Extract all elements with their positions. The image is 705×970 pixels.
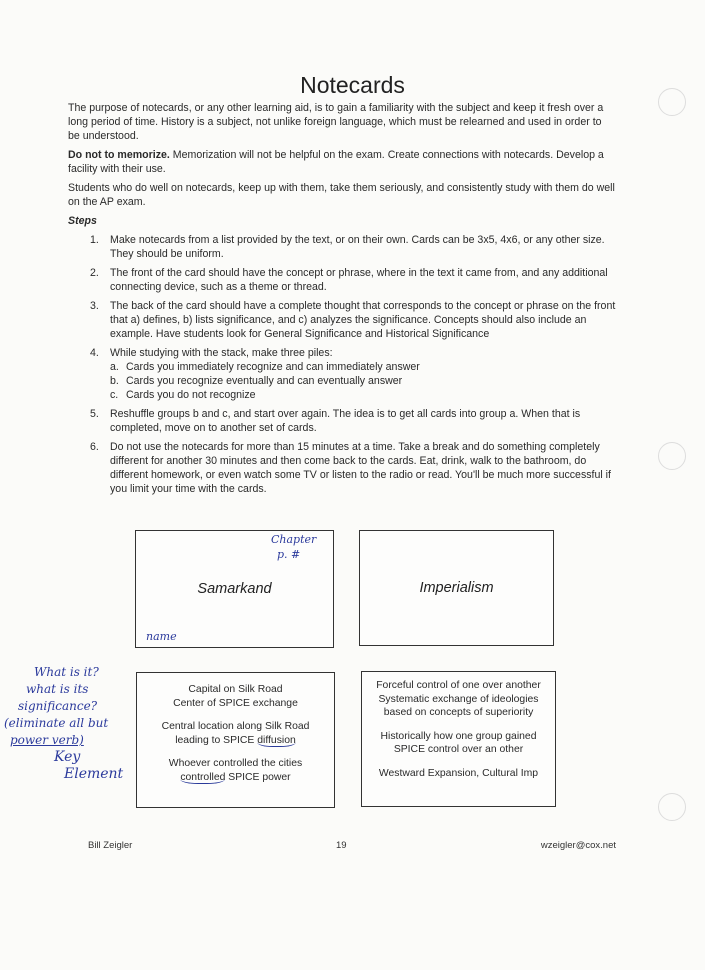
handwritten-margin-note <box>4 664 132 783</box>
card-line: leading to SPICE <box>175 734 258 746</box>
step-4 <box>90 346 616 402</box>
card-line: based on concepts of superiority <box>383 707 534 718</box>
step-text: Reshuffle groups b and c, and start over again. The idea is to get all cards into group a. When that is completed, move on to another set of cards. <box>110 408 581 434</box>
pile-text: Cards you immediately recognize and can immediately answer <box>126 361 420 373</box>
card-back-samarkand <box>136 672 335 808</box>
significance <box>362 730 555 757</box>
pile-letter: b. <box>110 375 119 387</box>
pile-b <box>110 374 616 388</box>
significance <box>137 720 334 747</box>
step-2 <box>90 266 616 294</box>
memorize-bold: Do not to memorize. <box>68 149 170 161</box>
step-6 <box>90 440 616 496</box>
footer-email: wzeigler@cox.net <box>540 840 616 851</box>
handwritten-chapter: Chapter <box>271 533 317 546</box>
card-line: Forceful control of one over another <box>376 680 541 691</box>
note-line: (eliminate all but <box>4 716 109 730</box>
note-line: What is it? <box>34 665 99 679</box>
underlined-word: controlled <box>180 771 226 783</box>
intro-paragraph: The purpose of notecards, or any other learning aid, is to gain a familiarity with the subject and keep it fresh over a long period of time. History is a subject, not unlike foreign language, which must be relearned and used in order to be understood. <box>68 102 604 142</box>
step-3 <box>90 299 616 341</box>
step-1 <box>90 233 616 261</box>
step-text: The front of the card should have the concept or phrase, where in the text it came from, and any additional connecting device, such as a theme or thread. <box>110 267 608 293</box>
card-term: Samarkand <box>197 581 272 597</box>
card-back-imperialism <box>361 671 556 807</box>
card-line: Systematic exchange of ideologies <box>378 693 539 705</box>
step-number: 1. <box>90 234 99 246</box>
note-line <box>4 732 132 749</box>
note-key: Key <box>54 749 81 765</box>
card-line: Westward Expansion, Cultural Imp <box>378 767 539 779</box>
card-line: Historically how one group gained <box>380 730 537 742</box>
card-line: SPICE control over an other <box>393 744 524 755</box>
definition <box>137 683 334 710</box>
pile-letter: c. <box>110 389 119 401</box>
card-front-samarkand <box>135 530 334 648</box>
steps-list <box>90 233 616 496</box>
note-line: significance? <box>18 699 98 713</box>
handwritten-page: p. # <box>277 548 301 561</box>
card-line: Central location along Silk Road <box>161 721 310 732</box>
punch-hole <box>658 793 686 821</box>
underlined-word: diffusion <box>257 734 296 746</box>
handwritten-name: name <box>146 630 177 643</box>
card-line: Capital on Silk Road <box>188 684 283 695</box>
page-title: Notecards <box>300 72 405 98</box>
step-number: 4. <box>90 347 99 359</box>
note-line: what is its <box>26 682 89 696</box>
pile-text: Cards you do not recognize <box>126 389 256 401</box>
step-text: Make notecards from a list provided by the text, or on their own. Cards can be 3x5, 4x6, or any other size. They should be uniform. <box>110 234 605 260</box>
step-5 <box>90 407 616 435</box>
card-term: Imperialism <box>419 580 494 596</box>
analysis <box>137 757 334 784</box>
definition <box>362 679 555 720</box>
note-text: power verb) <box>10 733 84 747</box>
memorize-paragraph <box>68 148 616 176</box>
pile-a <box>110 360 616 374</box>
card-front-imperialism <box>359 530 554 646</box>
card-line: Center of SPICE exchange <box>173 697 298 709</box>
pile-c <box>110 388 616 402</box>
step-text: Do not use the notecards for more than 15 minutes at a time. Take a break and do something completely different for another 30 minutes and then come back to the cards. Eat, drink, walk to the bathroom, do different homework, or even watch some TV or listen to the radio or read. You'll be much more successful if you limit your time with the cards. <box>110 441 611 495</box>
example <box>362 767 555 781</box>
card-line: SPICE power <box>225 771 291 783</box>
punch-hole <box>658 88 686 116</box>
note-element: Element <box>64 766 124 782</box>
footer-page-number: 19 <box>336 840 347 851</box>
punch-hole <box>658 442 686 470</box>
steps-heading: Steps <box>68 215 97 227</box>
step-number: 6. <box>90 441 99 453</box>
step-number: 5. <box>90 408 99 420</box>
card-line: Whoever controlled the cities <box>168 758 303 769</box>
students-paragraph: Students who do well on notecards, keep up with them, take them seriously, and consistently study with them do well on the AP exam. <box>68 182 615 208</box>
pile-letter: a. <box>110 361 119 373</box>
memorize-text: Memorization will not be helpful on the exam. Create connections with notecards. Develop a facility with their use. <box>68 149 604 175</box>
pile-text: Cards you recognize eventually and can eventually answer <box>126 375 403 387</box>
step-text: The back of the card should have a complete thought that corresponds to the concept or phrase on the front that a) defines, b) lists significance, and c) analyzes the significance. Concepts should also include an example. Have students look for General Significance and Historical Significance <box>110 300 616 340</box>
step-number: 2. <box>90 267 99 279</box>
footer-author: Bill Zeigler <box>88 840 133 851</box>
body-text <box>68 101 616 501</box>
step-number: 3. <box>90 300 99 312</box>
step-text: While studying with the stack, make three piles: <box>110 347 333 359</box>
